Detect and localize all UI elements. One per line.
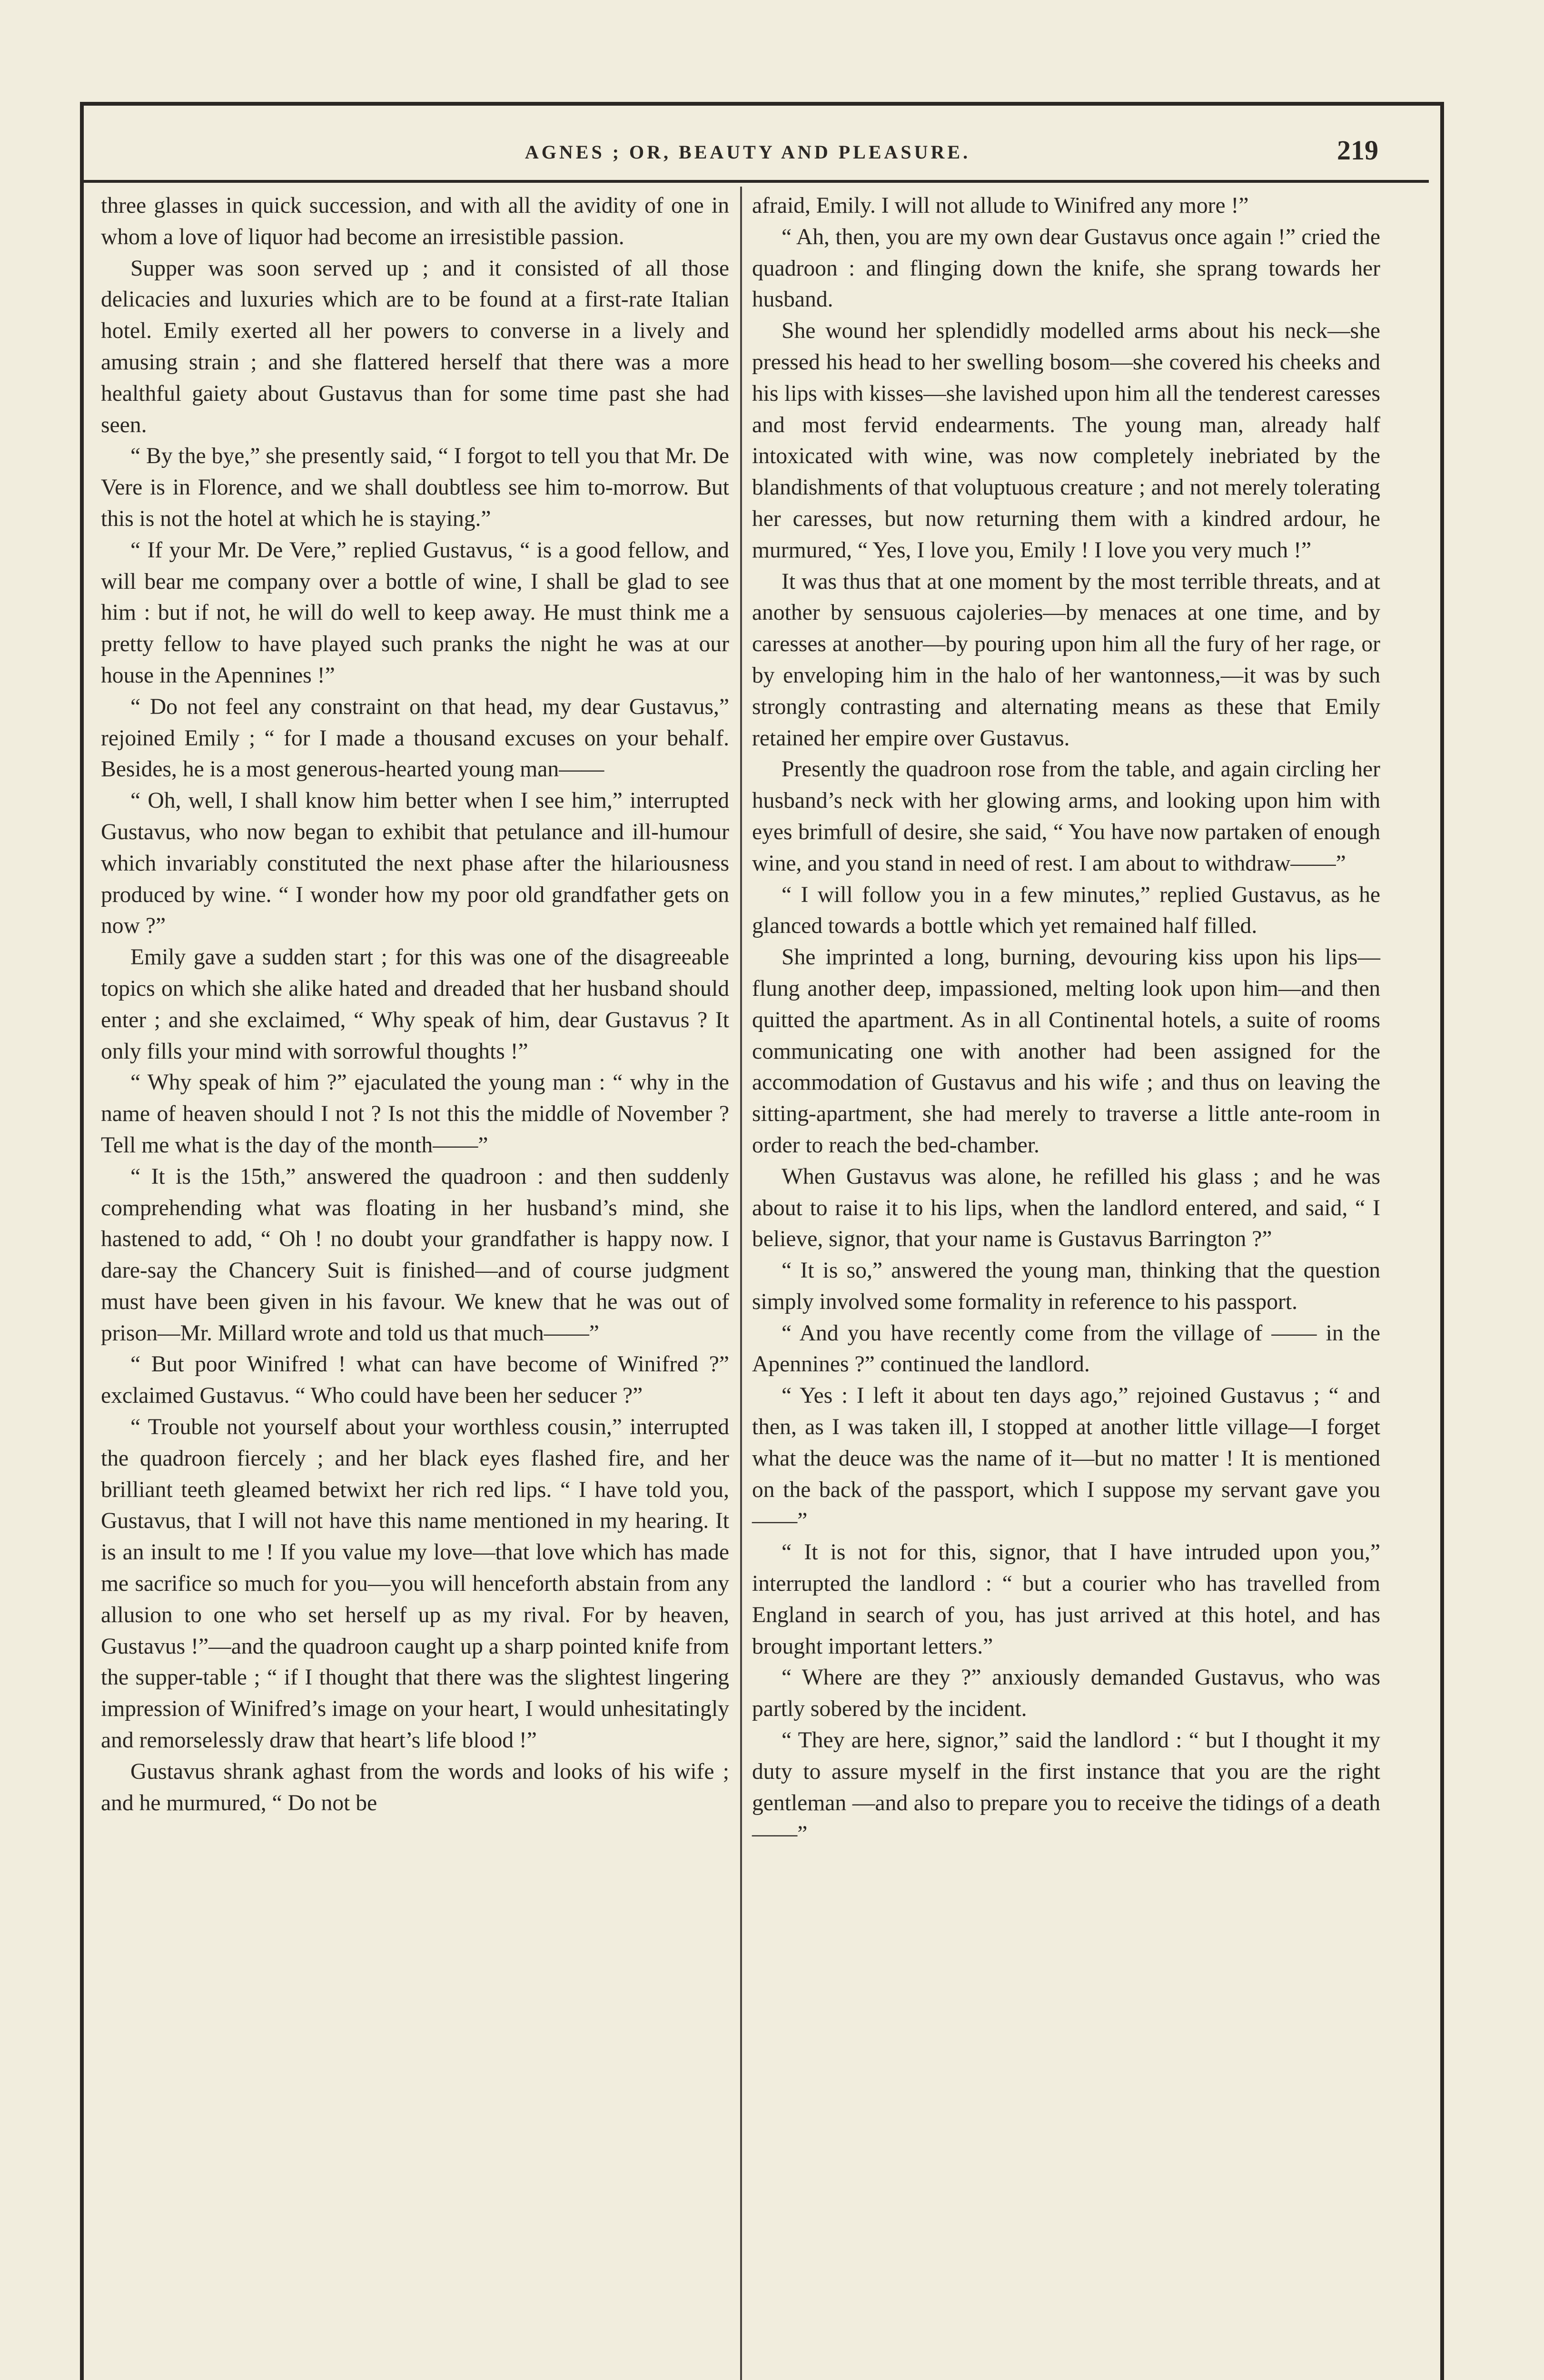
- paragraph: She wound her splendidly modelled arms about his neck—she pressed his head to her swelling bosom—she covered his cheeks and his lips with kisses—she lavished upon him all the tenderest caresses and most fervid endearments. The young man, already half intoxicated with wine, was now completely inebriated by the blandishments of that voluptuous creature ; and not merely tolerating her caresses, but now returning them with a kindred ardour, he murmured, “ Yes, I love you, Emily ! I love you very much !”: [752, 318, 1380, 563]
- paragraph: “ Ah, then, you are my own dear Gustavus once again !” cried the quadroon : and flinging down the knife, she sprang towards her husband.: [752, 224, 1380, 312]
- paragraph: “ Where are they ?” anxiously demanded Gustavus, who was partly sobered by the incident.: [752, 1665, 1380, 1722]
- left-column: [101, 190, 729, 1819]
- paragraph: “ By the bye,” she presently said, “ I forgot to tell you that Mr. De Vere is in Florence, and we shall doubtless see him to-morrow. But this is not the hotel at which he is staying.”: [101, 444, 729, 531]
- paragraph: “ And you have recently come from the village of —— in the Apennines ?” continued the landlord.: [752, 1320, 1380, 1377]
- page-header: [84, 137, 1412, 170]
- paragraph: Presently the quadroon rose from the table, and again circling her husband’s neck with her glowing arms, and looking upon him with eyes brimfull of desire, she said, “ You have now partaken of enough wine, and you stand in need of rest. I am about to withdraw——”: [752, 757, 1380, 876]
- page-number: 219: [1337, 135, 1378, 166]
- paragraph: Gustavus shrank aghast from the words and looks of his wife ; and he murmured, “ Do not be: [101, 1759, 729, 1815]
- paragraph: “ Oh, well, I shall know him better when I see him,” interrupted Gustavus, who now began to exhibit that petulance and ill-humour which invariably constituted the next phase after the hilariousness produced by wine. “ I wonder how my poor old grandfather gets on now ?”: [101, 788, 729, 939]
- paragraph: “ It is not for this, signor, that I have intruded upon you,” interrupted the landlord : “ but a courier who has travelled from England in search of you, has just arrived at this hotel, and has brought important letters.”: [752, 1540, 1380, 1659]
- paragraph: “ It is so,” answered the young man, thinking that the question simply involved some formality in reference to his passport.: [752, 1258, 1380, 1314]
- paragraph: three glasses in quick succession, and with all the avidity of one in whom a love of liquor had become an irresistible passion.: [101, 193, 729, 249]
- paragraph: “ Why speak of him ?” ejaculated the young man : “ why in the name of heaven should I not ? Is not this the middle of November ? Tell me what is the day of the month——”: [101, 1070, 729, 1158]
- paragraph: “ But poor Winifred ! what can have become of Winifred ?” exclaimed Gustavus. “ Who could have been her seducer ?”: [101, 1352, 729, 1408]
- paragraph: It was thus that at one moment by the most terrible threats, and at another by sensuous cajoleries—by menaces at one time, and by caresses at another—by pouring upon him all the fury of her rage, or by enveloping him in the halo of her wantonness,—it was by such strongly contrasting and alternating means as these that Emily retained her empire over Gustavus.: [752, 569, 1380, 751]
- paragraph: “ Trouble not yourself about your worthless cousin,” interrupted the quadroon fiercely ; and her black eyes flashed fire, and her brilliant teeth gleamed betwixt her rich red lips. “ I have told you, Gustavus, that I will not have this name mentioned in my hearing. It is an insult to me ! If you value my love—that love which has made me sacrifice so much for you—you will henceforth abstain from any allusion to one who set herself up as my rival. For by heaven, Gustavus !”—and the quadroon caught up a sharp pointed knife from the supper-table ; “ if I thought that there was the slightest lingering impression of Winifred’s image on your heart, I would unhesitatingly and remorselessly draw that heart’s life blood !”: [101, 1415, 729, 1753]
- paragraph: “ I will follow you in a few minutes,” replied Gustavus, as he glanced towards a bottle which yet remained half filled.: [752, 882, 1380, 939]
- paragraph: “ Do not feel any constraint on that head, my dear Gustavus,” rejoined Emily ; “ for I made a thousand excuses on your behalf. Besides, he is a most generous-hearted young man——: [101, 694, 729, 782]
- paragraph: “ They are here, signor,” said the landlord : “ but I thought it my duty to assure myself in the first instance that you are the right gentleman —and also to prepare you to receive the tidings of a death——”: [752, 1728, 1380, 1847]
- paragraph: afraid, Emily. I will not allude to Winifred any more !”: [752, 193, 1249, 218]
- paragraph: “ It is the 15th,” answered the quadroon : and then suddenly comprehending what was floating in her husband’s mind, she hastened to add, “ Oh ! no doubt your grandfather is happy now. I dare-say the Chancery Suit is finished—and of course judgment must have been given in his favour. We knew that he was out of prison—Mr. Millard wrote and told us that much——”: [101, 1164, 729, 1346]
- paragraph: “ If your Mr. De Vere,” replied Gustavus, “ is a good fellow, and will bear me company over a bottle of wine, I shall be glad to see him : but if not, he will do well to keep away. He must think me a pretty fellow to have played such pranks the night he was at our house in the Apennines !”: [101, 537, 729, 688]
- right-column: [752, 190, 1380, 1850]
- paragraph: She imprinted a long, burning, devouring kiss upon his lips—flung another deep, impassioned, melting look upon him—and then quitted the apartment. As in all Continental hotels, a suite of rooms communicating one with another had been assigned for the accommodation of Gustavus and his wife ; and thus on leaving the sitting-apartment, she had merely to traverse a little ante-room in order to reach the bed-chamber.: [752, 945, 1380, 1158]
- paragraph: When Gustavus was alone, he refilled his glass ; and he was about to raise it to his lips, when the landlord entered, and said, “ I believe, signor, that your name is Gustavus Barrington ?”: [752, 1164, 1380, 1252]
- paragraph: Supper was soon served up ; and it consisted of all those delicacies and luxuries which are to be found at a first-rate Italian hotel. Emily exerted all her powers to converse in a lively and amusing strain ; and she flattered herself that there was a more healthful gaiety about Gustavus than for some time past she had seen.: [101, 256, 729, 437]
- column-divider: [740, 187, 742, 2380]
- paragraph: “ Yes : I left it about ten days ago,” rejoined Gustavus ; “ and then, as I was taken ill, I stopped at another little village—I forget what the deuce was the name of it—but no matter ! It is mentioned on the back of the passport, which I suppose my servant gave you——”: [752, 1383, 1380, 1534]
- paragraph: Emily gave a sudden start ; for this was one of the disagreeable topics on which she alike hated and dreaded that her husband should enter ; and she exclaimed, “ Why speak of him, dear Gustavus ? It only fills your mind with sorrowful thoughts !”: [101, 945, 729, 1064]
- running-head: AGNES ; OR, BEAUTY AND PLEASURE.: [525, 141, 971, 163]
- header-rule: [84, 180, 1429, 183]
